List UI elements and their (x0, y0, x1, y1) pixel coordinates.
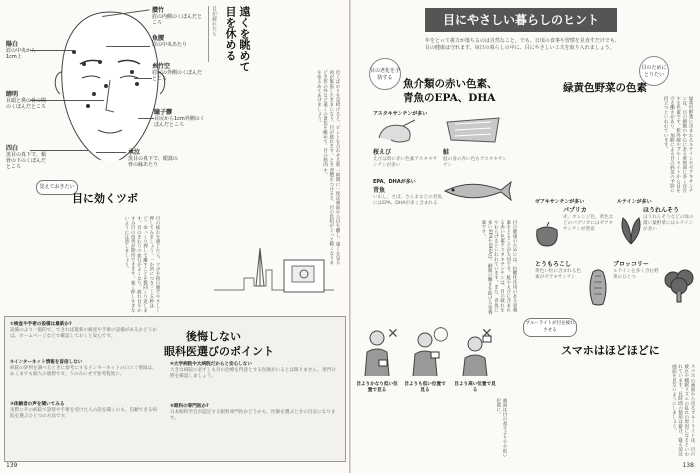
fish-title-line1: 魚介類の赤い色素、 (403, 78, 498, 90)
fish-section-label: EPA、DHAが多い (373, 179, 416, 185)
smartphone-pose-text: 画面は目の高さよりやや低い位置に。 (495, 398, 507, 458)
face-illustration (40, 2, 180, 172)
shrimp-illustration (373, 118, 417, 148)
fish-body-text: 目の健康のためには、抗酸化作用のある栄養素をとることが大切です。鮭やえびに含まれる赤い色素アスタキサンチンは、目の疲れをやわらげるといわれています。また、青魚に多いEPAやDHAは、網膜の働きを助ける栄養素です。 (480, 220, 517, 314)
acupoint-marker (98, 60, 102, 64)
veg-item: ほうれんそう ほうれんそうなどの緑の濃い葉野菜にはルテインが多い (643, 207, 694, 232)
corn-illustration (585, 268, 611, 308)
good-mark-icon: ◯ (433, 326, 449, 342)
veg-item: ブロッコリー ルテインを多く含む野菜のひとつ (613, 261, 659, 280)
blue-fish-illustration (441, 178, 513, 204)
acupoint-marker (82, 62, 86, 66)
acupoint-marker (104, 84, 108, 88)
veg-item: とうもろこし 黄色い粒に含まれる色素がゼアキサンチン (535, 261, 581, 280)
spinach-illustration (617, 214, 645, 246)
fish-item: 桜えび えびは殻に赤い色素アスタキサンチンが多い (373, 149, 438, 168)
acupoint-label: 魚腰 眉の中央あたり (152, 35, 188, 48)
salmon-illustration (443, 116, 503, 146)
acupoint-label: 糸竹空 眉尻の外側のくぼんだところ (152, 63, 203, 82)
broccoli-illustration (663, 268, 695, 304)
hospital-tip: ①検査や手術の設備は最新か? 設備のより一般的で、できれば最新の検査や手術の設備があるかどうかは、ホームページなどで確認しておくと安心です。 (10, 322, 157, 339)
acupoint-label: 瞳子髎 目尻から1cm外側のくぼんだところ (154, 109, 205, 128)
smartphone-tag: ブルーライトが目を疲れさせる (523, 318, 577, 337)
page-number: 138 (682, 462, 694, 469)
pose-label: 目よりかなり低い位置で見る (356, 382, 398, 393)
rest-body-text-2: 一時間に一度は画面から目を離し、遠くを見る習慣をつけると、目の負担がぐっと軽くなります。 (322, 168, 340, 265)
fish-item: 青魚 いわし、さば、さんまなどの青魚にはEPA、DHAが多く含まれる (373, 187, 442, 206)
paprika-illustration (533, 222, 561, 248)
acupoint-marker (135, 82, 139, 86)
acupoint-label: 承泣 黒目の真下で、眼窩の骨の縁あたり (128, 149, 178, 168)
rest-title-line1: 遠くを眺めて (238, 6, 251, 72)
hospital-tip: ④大学病院や大病院だからと安心しない 大きな病院に必ずしも目の治療を得意とする医師がいるとは限りません。専門分野を確認しましょう。 (170, 362, 336, 379)
pose-label: 目よりも低い位置で見る (404, 382, 446, 393)
acupoint-marker (130, 70, 134, 74)
smartphone-title: スマホはほどほどに (561, 344, 660, 357)
bad-mark-icon: ✕ (481, 326, 493, 342)
veg-item: パプリカ 赤、オレンジ色、黄色などのパプリカにはゼアキサンチンが豊富 (563, 207, 614, 232)
right-page (351, 0, 700, 473)
acupoints-title: 目に効くツボ (72, 192, 138, 205)
leader-line (138, 118, 154, 119)
hospital-title-line1: 後悔しない (186, 330, 241, 343)
page-number: 139 (6, 462, 18, 469)
leader-line (134, 78, 152, 79)
fish-title-line2: 青魚のEPA、DHA (403, 92, 496, 104)
fish-tag: 目の老化を予防する (369, 58, 401, 90)
hospital-title-line2: 眼科医選びのポイント (164, 345, 274, 358)
hint-title: 目にやさしい暮らしのヒント (425, 8, 617, 32)
acupoints-body-text: 目の疲れを感じたら、ツボを指の腹でやさしく押してみましょう。一か所につき三〜五秒ほど、ゆっくり押して離すことを数回くり返します。目のまわりの血行がよくなり、疲れ目やかすみ目の改善が期待できます。強く押しすぎないように注意しましょう。 (123, 216, 160, 313)
acupoint-label: 四白 黒目の真下で、頬骨の下のくぼんだところ (6, 145, 47, 170)
hospital-tip: ⑤眼科の専門医か? 日本眼科学会が認定する眼科専門医かどうかも、医師を選ぶときの目安になります。 (170, 404, 336, 421)
rest-body-text: 近くばかりを見続けると、ピントを合わせる筋肉が緊張したままになり、目が疲れます。ときどき窓の外など遠くの景色を眺めて、目の筋肉をゆるめてあげましょう。 (316, 70, 340, 167)
bad-mark-icon: ✕ (387, 326, 399, 342)
acupoint-label: 睛明 目頭と鼻の骨の間のくぼんだところ (6, 91, 47, 110)
fish-item: 鮭 鮭の身の赤い色もアスタキサンチン (443, 149, 507, 168)
hint-lead: 年をとって視力が落ちるのは自然なこと。でも、日頃の食事や習慣を見直すだけでも、目の健康は守れます。毎日の暮らしの中に、目にやさしい工夫を取り入れましょう。 (425, 38, 620, 51)
veg-body-text: 緑黄色野菜に含まれるルテインやゼアキサンチンは、目の網膜の中心にある黄斑部に多く存在する色素です。紫外線やブルーライトから目を守る働きがあり、加齢による目の病気の予防に役立つといわれています。 (663, 96, 693, 193)
veg-title: 緑黄色野菜の色素 (563, 82, 647, 94)
rest-title-line2: 目を休める (224, 6, 237, 61)
memo-tag: 覚えておきたい (36, 180, 78, 195)
acupoint-label: 攅竹 眉の内側のくぼんだところ (152, 7, 203, 26)
smartphone-body-text: スマホの画面から出るブルーライトは、目の疲れや睡眠リズムの乱れの原因になるといわれています。長時間の使用は避け、寝る前は画面を見ないようにしましょう。 (671, 364, 695, 456)
fish-section-label: アスタキサンチンが多い (373, 111, 428, 117)
hospital-tip: ②インターネット情報を盲信しない 病院の評判を調べるときに参考にするインターネットの口コミ情報は、あくまでも個人の感想です。うのみにせず参考程度に。 (10, 360, 157, 377)
left-page (0, 0, 349, 473)
rest-tag: 目が疲れたら (208, 6, 218, 62)
veg-tag: 目のためにとりたい (639, 56, 669, 86)
veg-section-label: ルテインが多い (617, 199, 652, 205)
hospital-tip: ③体験者の声を聞いてみる 実際にその病院で診察や手術を受けた人の話を聞くのも、信頼できる病院を選ぶひとつの方法です。 (10, 402, 158, 419)
leader-line (106, 46, 150, 47)
acupoint-marker (86, 104, 90, 108)
veg-section-label: ゼアキサンチンが多い (535, 199, 585, 205)
pose-label: 目より高い位置で見る (454, 382, 496, 393)
acupoint-marker (92, 92, 96, 96)
city-illustration (214, 240, 334, 306)
leader-line (96, 152, 126, 153)
acupoint-label: 陽白 眉の中央から1cm上 (6, 41, 37, 60)
